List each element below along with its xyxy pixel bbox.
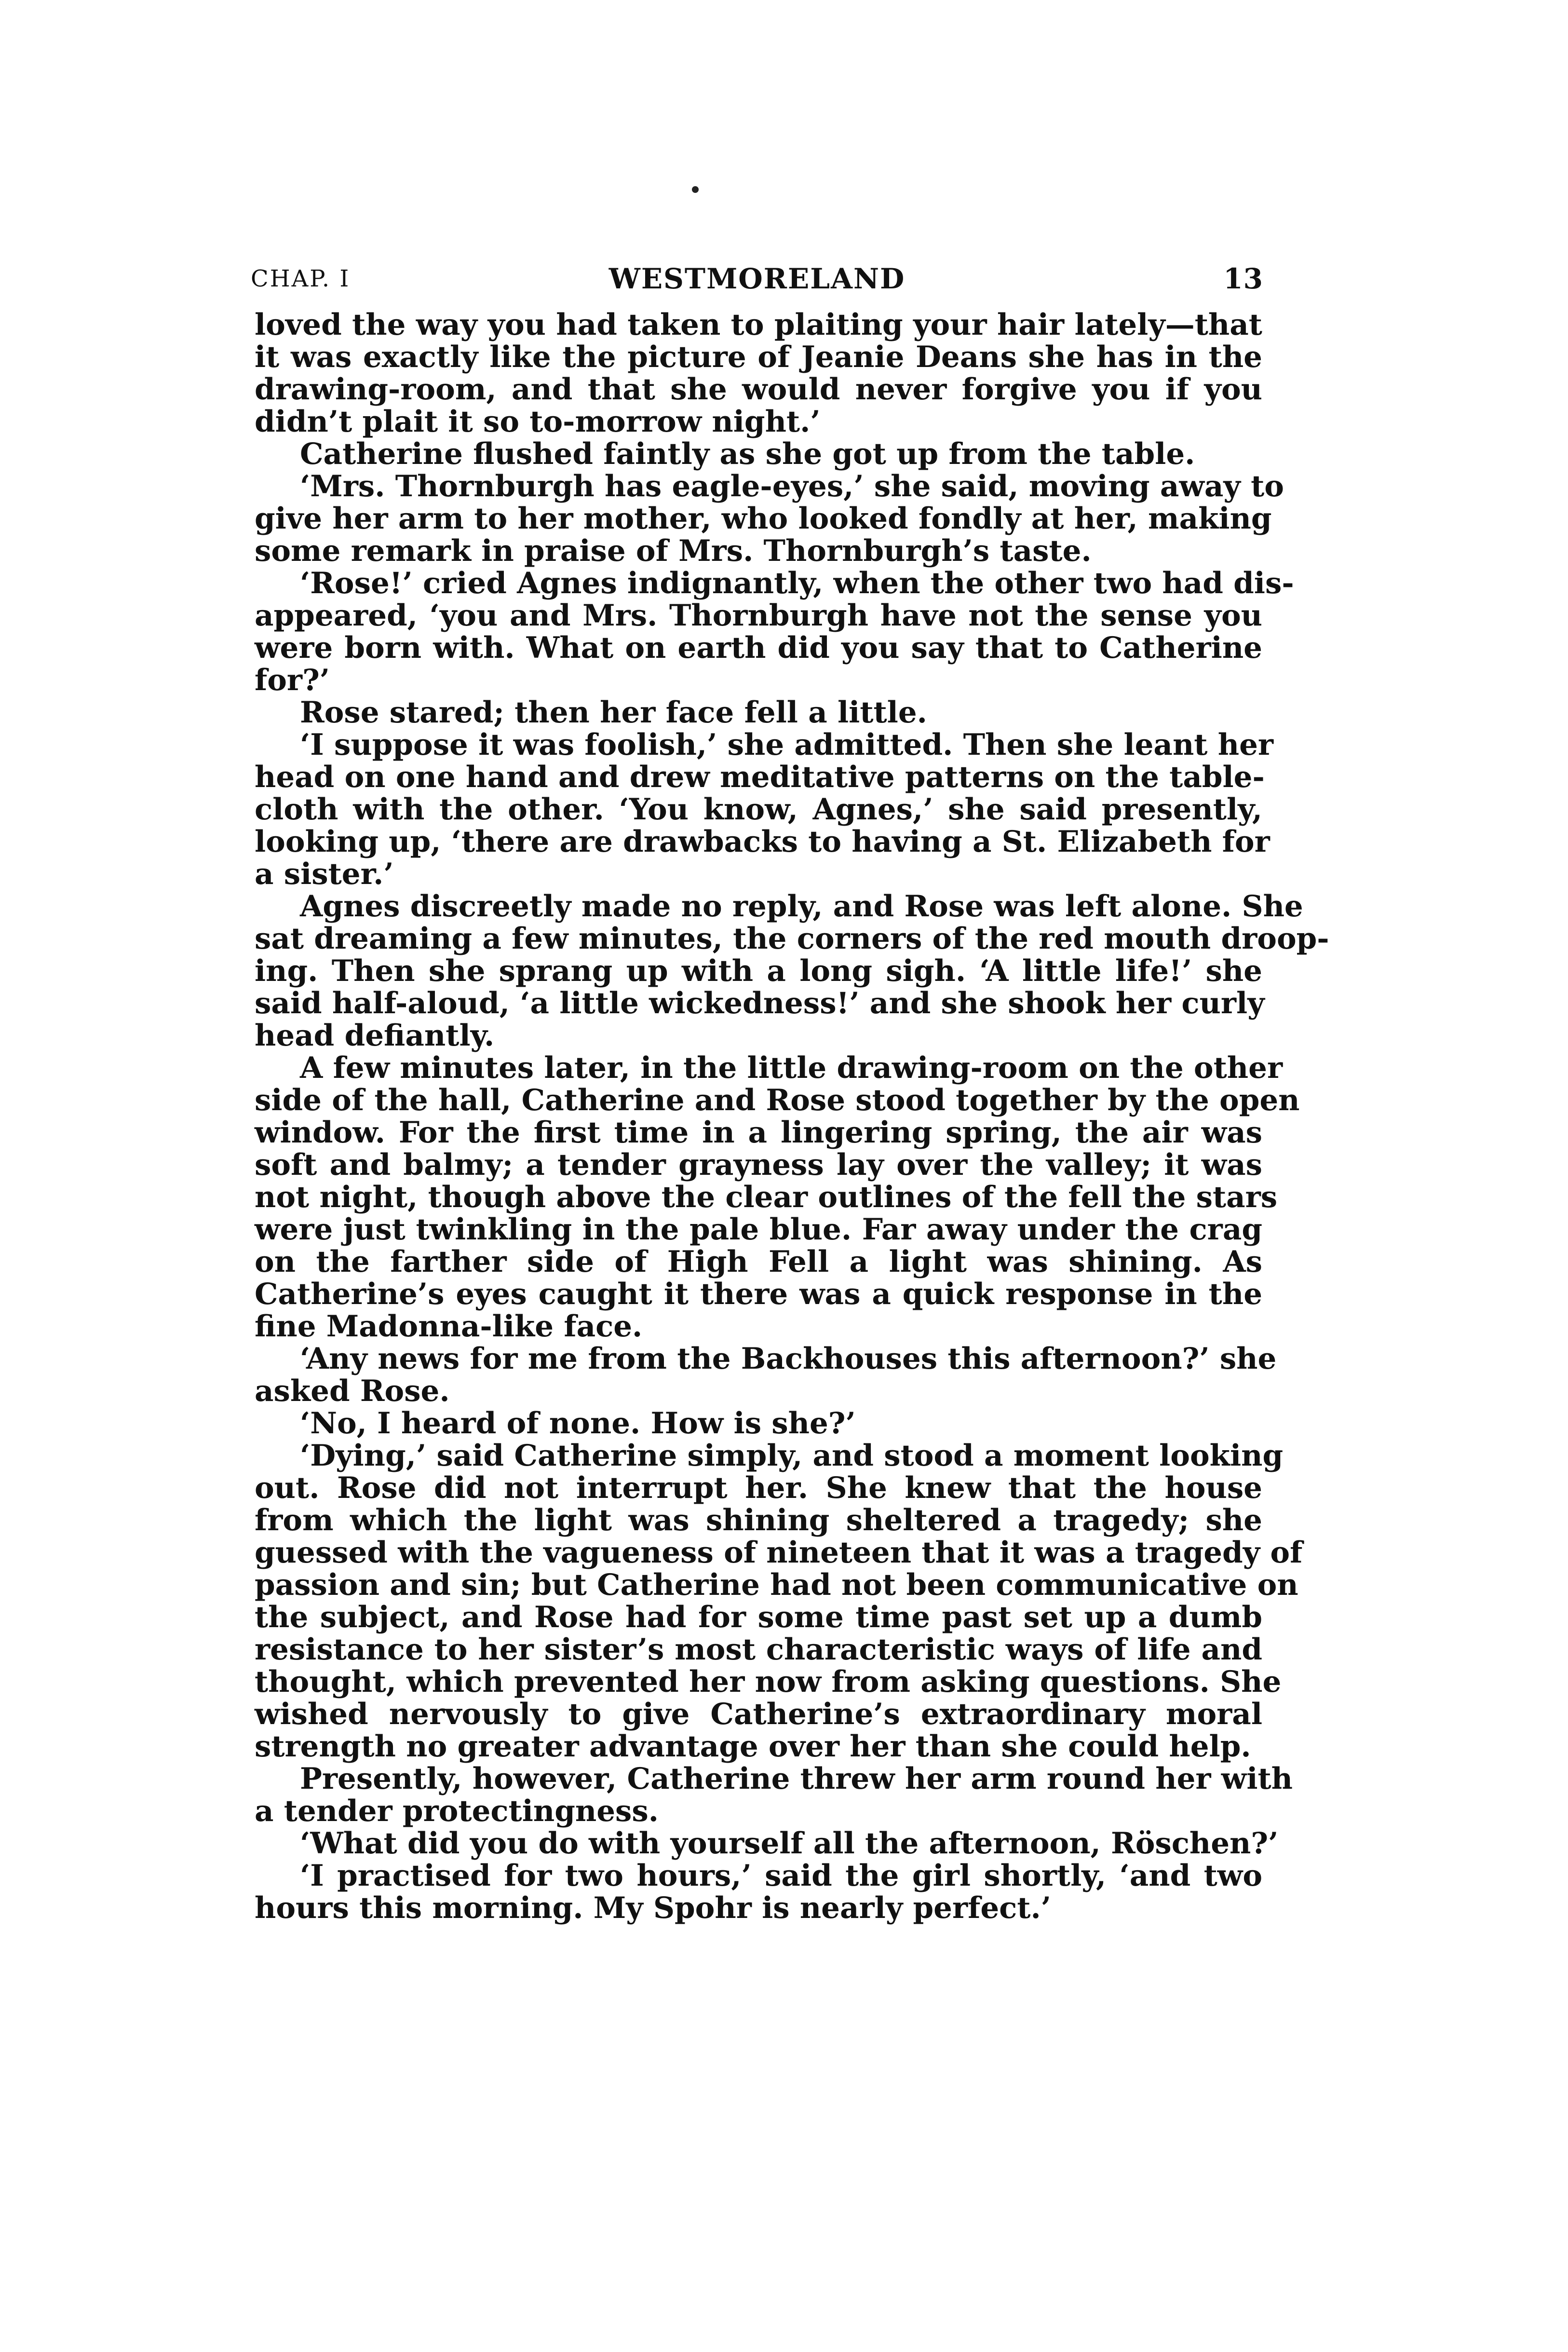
text-line: a sister.’ <box>255 857 394 891</box>
text-line: loved the way you had taken to plaiting your hair lately—that <box>255 308 1262 342</box>
text-line: Catherine’s eyes caught it there was a quick response in the <box>255 1277 1262 1311</box>
text-line: cloth with the other. ‘You know, Agnes,’ she said presently, <box>255 792 1262 827</box>
text-line: ing. Then she sprang up with a long sigh. ‘A little life!’ she <box>255 954 1262 988</box>
chapter-label: CHAP. I <box>251 265 351 292</box>
text-line: side of the hall, Catherine and Rose stood together by the open <box>255 1083 1300 1117</box>
text-line: drawing-room, and that she would never forgive you if you <box>255 372 1262 407</box>
text-line: ‘Dying,’ said Catherine simply, and stood a moment looking <box>300 1439 1284 1473</box>
text-line: ‘Any news for me from the Backhouses this afternoon?’ she <box>300 1342 1277 1376</box>
text-line: Rose stared; then her face fell a little. <box>300 695 927 730</box>
body-text <box>255 308 1329 1925</box>
text-line: fine Madonna-like face. <box>255 1309 643 1344</box>
text-line: appeared, ‘you and Mrs. Thornburgh have not the sense you <box>255 598 1262 633</box>
text-line: a tender protectingness. <box>255 1794 659 1828</box>
text-line: strength no greater advantage over her than she could help. <box>255 1729 1251 1764</box>
text-line: on the farther side of High Fell a light was shining. As <box>255 1245 1262 1279</box>
text-line: ‘Mrs. Thornburgh has eagle-eyes,’ she said, moving away to <box>300 469 1284 503</box>
text-line: A few minutes later, in the little drawing-room on the other <box>300 1051 1283 1085</box>
text-line: head defiantly. <box>255 1019 495 1053</box>
text-line: it was exactly like the picture of Jeanie Deans she has in the <box>255 340 1262 374</box>
text-line: out. Rose did not interrupt her. She knew that the house <box>255 1471 1262 1505</box>
text-line: ‘I suppose it was foolish,’ she admitted. Then she leant her <box>300 728 1274 762</box>
text-line: head on one hand and drew meditative patterns on the table- <box>255 760 1265 794</box>
text-line: soft and balmy; a tender grayness lay over the valley; it was <box>255 1148 1262 1182</box>
text-line: looking up, ‘there are drawbacks to having a St. Elizabeth for <box>255 825 1270 859</box>
text-line: window. For the first time in a lingering spring, the air was <box>255 1115 1262 1150</box>
text-line: guessed with the vagueness of nineteen that it was a tragedy of <box>255 1536 1303 1570</box>
text-line: resistance to her sister’s most characteristic ways of life and <box>255 1632 1262 1667</box>
text-line: were just twinkling in the pale blue. Far away under the crag <box>255 1212 1262 1247</box>
text-line: sat dreaming a few minutes, the corners of the red mouth droop- <box>255 922 1329 956</box>
text-line: ‘Rose!’ cried Agnes indignantly, when the other two had dis- <box>300 566 1294 600</box>
text-line: ‘What did you do with yourself all the afternoon, Röschen?’ <box>300 1826 1279 1861</box>
text-line: didn’t plait it so to-morrow night.’ <box>255 405 821 439</box>
page-number: 13 <box>1223 262 1263 295</box>
text-line: thought, which prevented her now from asking questions. She <box>255 1665 1282 1699</box>
text-line: the subject, and Rose had for some time past set up a dumb <box>255 1600 1262 1634</box>
text-line: for?’ <box>255 663 330 697</box>
text-line: not night, though above the clear outlines of the fell the stars <box>255 1180 1278 1214</box>
text-line: hours this morning. My Spohr is nearly perfect.’ <box>255 1891 1051 1925</box>
text-line: said half-aloud, ‘a little wickedness!’ and she shook her curly <box>255 986 1265 1020</box>
text-line: Presently, however, Catherine threw her arm round her with <box>300 1762 1293 1796</box>
text-line: ‘I practised for two hours,’ said the girl shortly, ‘and two <box>300 1859 1262 1893</box>
text-line: from which the light was shining sheltered a tragedy; she <box>255 1503 1262 1537</box>
text-line: ‘No, I heard of none. How is she?’ <box>300 1406 856 1441</box>
text-line: some remark in praise of Mrs. Thornburgh’s taste. <box>255 534 1092 568</box>
book-title: WESTMORELAND <box>608 262 906 295</box>
running-head <box>251 259 1263 298</box>
text-line: were born with. What on earth did you say that to Catherine <box>255 631 1262 665</box>
text-line: wished nervously to give Catherine’s extraordinary moral <box>255 1697 1262 1731</box>
text-line: give her arm to her mother, who looked fondly at her, making <box>255 502 1272 536</box>
ink-speck <box>692 186 699 193</box>
text-line: passion and sin; but Catherine had not been communicative on <box>255 1568 1298 1602</box>
text-line: Agnes discreetly made no reply, and Rose was left alone. She <box>300 889 1303 924</box>
text-line: Catherine flushed faintly as she got up from the table. <box>300 437 1195 471</box>
text-line: asked Rose. <box>255 1374 450 1408</box>
